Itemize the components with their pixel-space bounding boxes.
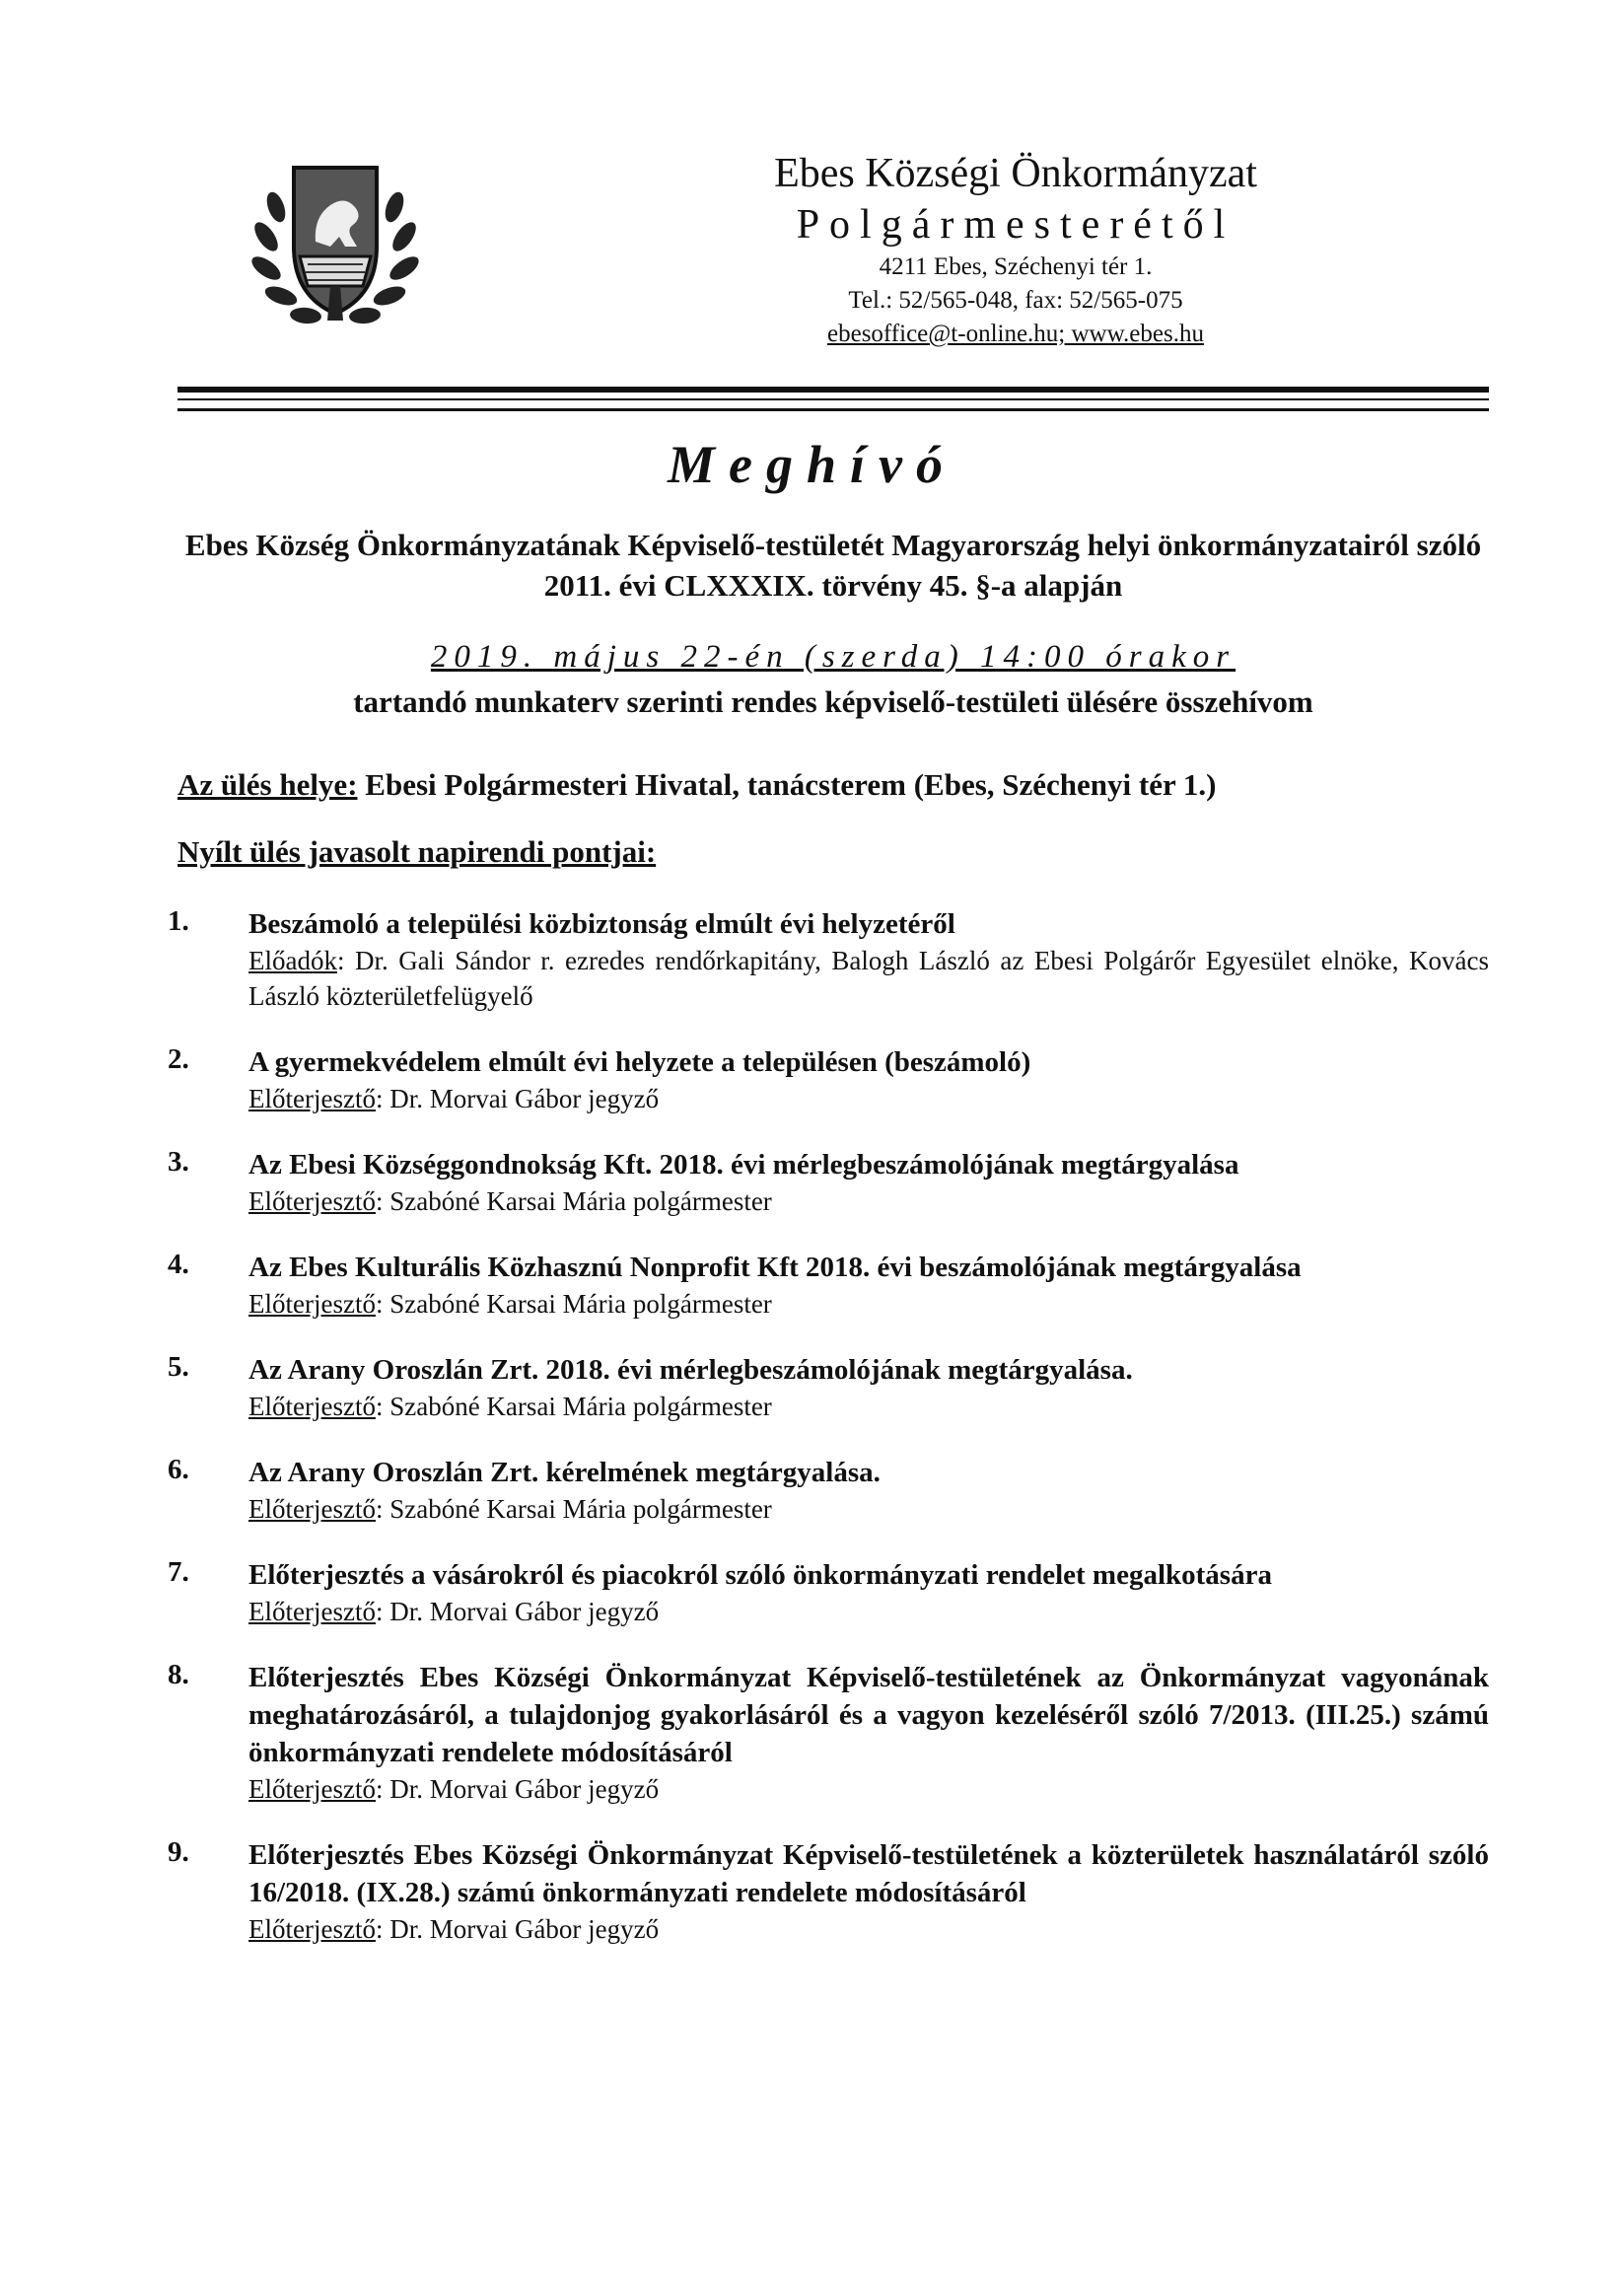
agenda-item-title: Az Arany Oroszlán Zrt. 2018. évi mérlegbeszámolójának megtárgyalása. xyxy=(248,1354,1133,1386)
agenda-item-title: A gyermekvédelem elmúlt évi helyzete a településen (beszámoló) xyxy=(248,1046,1031,1078)
agenda-item xyxy=(168,1556,1489,1629)
agenda-item-presenter xyxy=(248,1286,1489,1322)
agenda-item-presenter xyxy=(248,1389,1489,1424)
agenda-item-number: 8. xyxy=(168,1659,189,1690)
agenda-item-number: 7. xyxy=(168,1556,189,1588)
place-label: Az ülés helye: xyxy=(177,767,358,802)
agenda-item-title: Beszámoló a települési közbiztonság elmúlt évi helyzetéről xyxy=(248,908,955,940)
org-address: 4211 Ebes, Széchenyi tér 1. xyxy=(879,253,1153,280)
agenda-item-presenter xyxy=(248,1491,1489,1527)
presenter-name: : Dr. Morvai Gábor jegyző xyxy=(375,1914,660,1944)
presenter-label: Előterjesztő xyxy=(248,1597,376,1626)
presenter-name: : Dr. Morvai Gábor jegyző xyxy=(375,1084,660,1113)
header-divider-thick xyxy=(177,387,1489,393)
agenda-item-number: 6. xyxy=(168,1454,189,1485)
presenter-label: Előterjesztő xyxy=(248,1392,376,1421)
agenda-item-number: 4. xyxy=(168,1249,189,1280)
presenter-name: : Szabóné Karsai Mária polgármester xyxy=(375,1186,772,1216)
organization-header xyxy=(710,148,1321,351)
presenter-label: Előadók xyxy=(248,946,337,975)
agenda-item-title: Az Ebesi Községgondnokság Kft. 2018. évi mérlegbeszámolójának megtárgyalása xyxy=(248,1149,1239,1181)
agenda-item-number: 5. xyxy=(168,1351,189,1383)
presenter-label: Előterjesztő xyxy=(248,1914,376,1944)
agenda-item-number: 2. xyxy=(168,1043,189,1075)
agenda-item-presenter xyxy=(248,943,1489,1014)
presenter-label: Előterjesztő xyxy=(248,1289,376,1319)
agenda-item-title: Előterjesztés a vásárokról és piacokról szóló önkormányzati rendelet megalkotására xyxy=(248,1559,1272,1591)
document-title: Meghívó xyxy=(668,435,956,494)
header-divider-thin xyxy=(177,398,1489,400)
meeting-place xyxy=(177,767,1489,803)
presenter-name: : Dr. Morvai Gábor jegyző xyxy=(375,1774,660,1804)
meeting-date: 2019. május 22-én (szerda) 14:00 órakor xyxy=(430,639,1236,675)
agenda-item-number: 3. xyxy=(168,1146,189,1178)
presenter-name: : Dr. Gali Sándor r. ezredes rendőrkapitány, Balogh László az Ebesi Polgárőr Egyesület elnöke, Kovács László közterületfelügyelő xyxy=(248,946,1489,1011)
intro-text: Ebes Község Önkormányzatának Képviselő-testületét Magyarország helyi önkormányzatairól szóló 2011. évi CLXXXIX. törvény 45. §-a alapján xyxy=(184,528,1482,603)
agenda-item xyxy=(168,905,1489,1014)
agenda-item xyxy=(168,1043,1489,1116)
agenda-item-presenter xyxy=(248,1183,1489,1219)
org-phone: Tel.: 52/565-048, fax: 52/565-075 xyxy=(848,287,1183,314)
agenda-item-presenter xyxy=(248,1594,1489,1629)
presenter-label: Előterjesztő xyxy=(248,1494,376,1524)
presenter-name: : Szabóné Karsai Mária polgármester xyxy=(375,1494,772,1524)
agenda-item-presenter xyxy=(248,1911,1489,1947)
agenda-item-title: Előterjesztés Ebes Községi Önkormányzat Képviselő-testületének az Önkormányzat vagyonának meghatározásáról, a tulajdonjog gyakorlásáról és a vagyon kezeléséről szóló 7/2013. (III.25.) számú önkormányzati rendelete módosításáról xyxy=(248,1662,1489,1768)
agenda-item-title: Az Ebes Kulturális Közhasznú Nonprofit Kft 2018. évi beszámolójának megtárgyalása xyxy=(248,1252,1302,1283)
place-value: Ebesi Polgármesteri Hivatal, tanácsterem (Ebes, Széchenyi tér 1.) xyxy=(357,767,1217,802)
presenter-label: Előterjesztő xyxy=(248,1084,376,1113)
presenter-label: Előterjesztő xyxy=(248,1186,376,1216)
header-divider-bottom xyxy=(177,408,1489,411)
presenter-name: : Dr. Morvai Gábor jegyző xyxy=(375,1597,660,1626)
org-subtitle: Polgármesterétől xyxy=(796,202,1236,248)
agenda-item xyxy=(168,1146,1489,1219)
agenda-item-title: Az Arany Oroszlán Zrt. kérelmének megtárgyalása. xyxy=(248,1457,881,1488)
agenda-item-number: 1. xyxy=(168,905,189,937)
agenda-item xyxy=(168,1659,1489,1807)
agenda-item xyxy=(168,1351,1489,1424)
presenter-label: Előterjesztő xyxy=(248,1774,376,1804)
agenda-item xyxy=(168,1249,1489,1322)
coat-of-arms-logo xyxy=(237,148,434,345)
agenda-list xyxy=(168,905,1489,1976)
presenter-name: : Szabóné Karsai Mária polgármester xyxy=(375,1289,772,1319)
org-name: Ebes Községi Önkormányzat xyxy=(774,151,1257,196)
agenda-item-number: 9. xyxy=(168,1836,189,1868)
org-web-link[interactable]: ebesoffice@t-online.hu; www.ebes.hu xyxy=(827,321,1204,347)
convene-text: tartandó munkaterv szerinti rendes képviselő-testületi ülésére összehívom xyxy=(353,684,1313,719)
agenda-item-presenter xyxy=(248,1081,1489,1116)
agenda-item-presenter xyxy=(248,1771,1489,1807)
agenda-item-title: Előterjesztés Ebes Községi Önkormányzat Képviselő-testületének a közterületek használatáról szóló 16/2018. (IX.28.) számú önkormányzati rendelete módosításáról xyxy=(248,1839,1489,1908)
presenter-name: : Szabóné Karsai Mária polgármester xyxy=(375,1392,772,1421)
agenda-item xyxy=(168,1836,1489,1947)
agenda-heading: Nyílt ülés javasolt napirendi pontjai: xyxy=(177,834,657,869)
agenda-item xyxy=(168,1454,1489,1527)
